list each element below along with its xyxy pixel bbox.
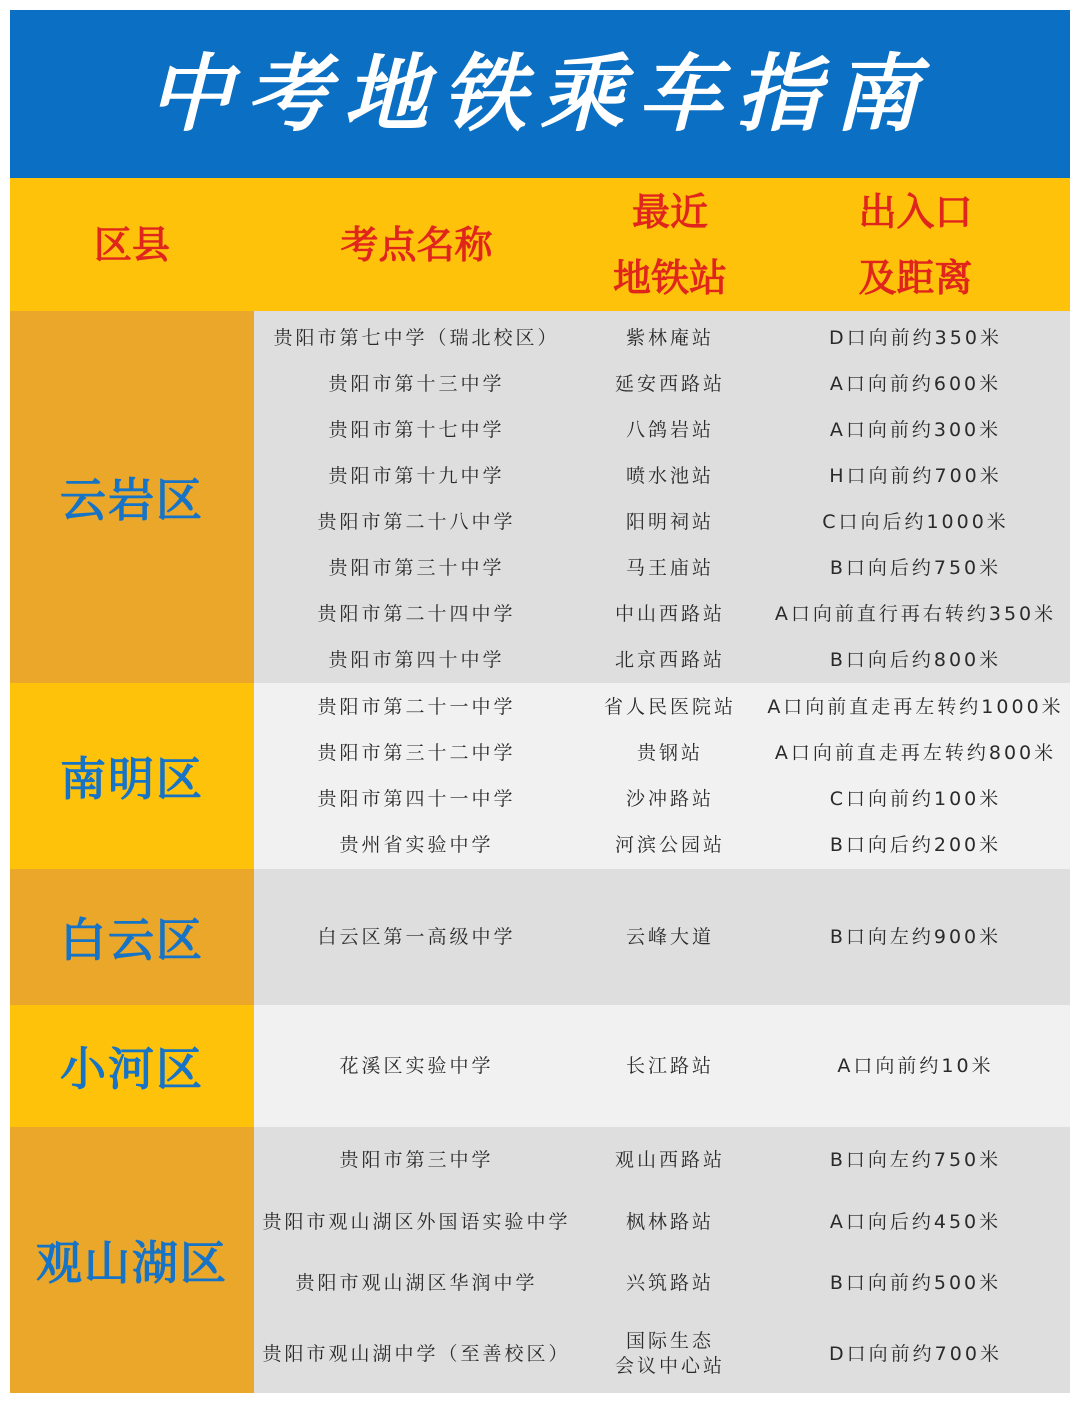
table-row [254,453,1070,499]
school-cell: 贵阳市观山湖中学（至善校区） [262,1342,571,1365]
group-yunyan [254,311,1070,683]
table-row [254,1137,1070,1183]
exit-cell: A口向后约450米 [829,1210,1002,1233]
district-cell-yunyan [10,311,254,683]
table-row [254,361,1070,407]
exit-cell: A口向前约10米 [837,1054,994,1077]
station-cell: 省人民医院站 [603,695,736,718]
exit-cell: B口向前约500米 [829,1271,1002,1294]
table-row [254,1260,1070,1306]
page-title: 中考地铁乘车指南 [147,45,932,143]
exit-cell: A口向前约600米 [829,372,1002,395]
school-cell: 贵阳市第二十一中学 [317,695,516,718]
header-district-label: 区县 [93,222,170,267]
district-cell-nanming [10,683,254,869]
group-xiaohe [254,1005,1070,1127]
title-banner [10,10,1070,178]
station-cell: 长江路站 [625,1054,714,1077]
district-label: 白云区 [60,913,204,967]
station-label: 国际生态 会议中心站 [614,1330,725,1377]
header-station [579,178,761,311]
table-row [254,407,1070,453]
school-cell: 花溪区实验中学 [339,1054,494,1077]
table-row [254,1199,1070,1245]
header-station-line1: 最近 [631,189,708,234]
exit-cell: A口向前直走再左转约1000米 [767,695,1064,718]
table-row [254,822,1070,868]
table-row [254,591,1070,637]
exit-cell: B口向后约200米 [829,833,1002,856]
exit-cell: B口向左约900米 [829,925,1002,948]
header-exit [761,178,1070,311]
station-cell: 沙冲路站 [625,787,714,810]
table-row [254,730,1070,776]
school-cell: 贵阳市第三中学 [339,1148,494,1171]
header-school-label: 考点名称 [340,222,493,267]
school-cell: 贵阳市第七中学（瑞北校区） [273,326,560,349]
table-row [254,545,1070,591]
station-cell: 贵钢站 [636,741,703,764]
exit-cell: D口向前约700米 [829,1342,1002,1365]
station-cell: 紫林庵站 [625,326,714,349]
district-label: 云岩区 [60,473,204,527]
exit-cell: B口向后约750米 [829,556,1002,579]
district-cell-baiyun [10,869,254,1005]
school-cell: 贵阳市观山湖区外国语实验中学 [262,1210,571,1233]
school-cell: 贵阳市观山湖区华润中学 [295,1271,538,1294]
table-row [254,637,1070,683]
station-cell: 云峰大道 [625,925,714,948]
school-cell: 贵州省实验中学 [339,833,494,856]
table-row [254,869,1070,1005]
exit-cell: C口向后约1000米 [822,510,1009,533]
district-label: 观山湖区 [36,1236,228,1290]
table-row [254,1323,1070,1385]
exit-cell: A口向前约300米 [829,418,1002,441]
exit-cell: H口向前约700米 [829,464,1002,487]
exit-cell: B口向左约750米 [829,1148,1002,1171]
exit-cell: B口向后约800米 [829,648,1002,671]
group-guanshanhu [254,1127,1070,1393]
school-cell: 白云区第一高级中学 [317,925,516,948]
station-cell: 枫林路站 [625,1210,714,1233]
school-cell: 贵阳市第四十一中学 [317,787,516,810]
table-row [254,1005,1070,1127]
station-cell: 延安西路站 [614,372,725,395]
school-cell: 贵阳市第三十二中学 [317,741,516,764]
district-label: 小河区 [60,1042,204,1096]
school-cell: 贵阳市第十七中学 [328,418,505,441]
group-nanming [254,683,1070,869]
exit-cell: A口向前直行再右转约350米 [774,602,1057,625]
school-cell: 贵阳市第二十八中学 [317,510,516,533]
exit-cell: A口向前直走再左转约800米 [774,741,1057,764]
station-cell: 中山西路站 [614,602,725,625]
table-row [254,776,1070,822]
header-station-line2: 地铁站 [612,255,727,300]
header-district [10,178,254,311]
station-cell: 八鸽岩站 [625,418,714,441]
header-school [254,178,579,311]
station-cell [579,1323,761,1385]
station-cell: 观山西路站 [614,1148,725,1171]
table-header [10,178,1070,311]
school-cell: 贵阳市第四十中学 [328,648,505,671]
school-cell: 贵阳市第十三中学 [328,372,505,395]
table-row [254,499,1070,545]
station-cell: 河滨公园站 [614,833,725,856]
school-cell: 贵阳市第十九中学 [328,464,505,487]
header-exit-line2: 及距离 [858,255,973,300]
school-cell: 贵阳市第三十中学 [328,556,505,579]
header-exit-line1: 出入口 [858,189,973,234]
school-cell: 贵阳市第二十四中学 [317,602,516,625]
district-label: 南明区 [60,752,204,806]
station-cell: 北京西路站 [614,648,725,671]
district-cell-guanshanhu [10,1127,254,1393]
station-cell: 兴筑路站 [625,1271,714,1294]
station-cell: 阳明祠站 [625,510,714,533]
district-cell-xiaohe [10,1005,254,1127]
station-cell: 喷水池站 [625,464,714,487]
exit-cell: D口向前约350米 [829,326,1002,349]
station-cell: 马王庙站 [625,556,714,579]
group-baiyun [254,869,1070,1005]
exit-cell: C口向前约100米 [829,787,1002,810]
table-row [254,315,1070,361]
table-row [254,684,1070,730]
